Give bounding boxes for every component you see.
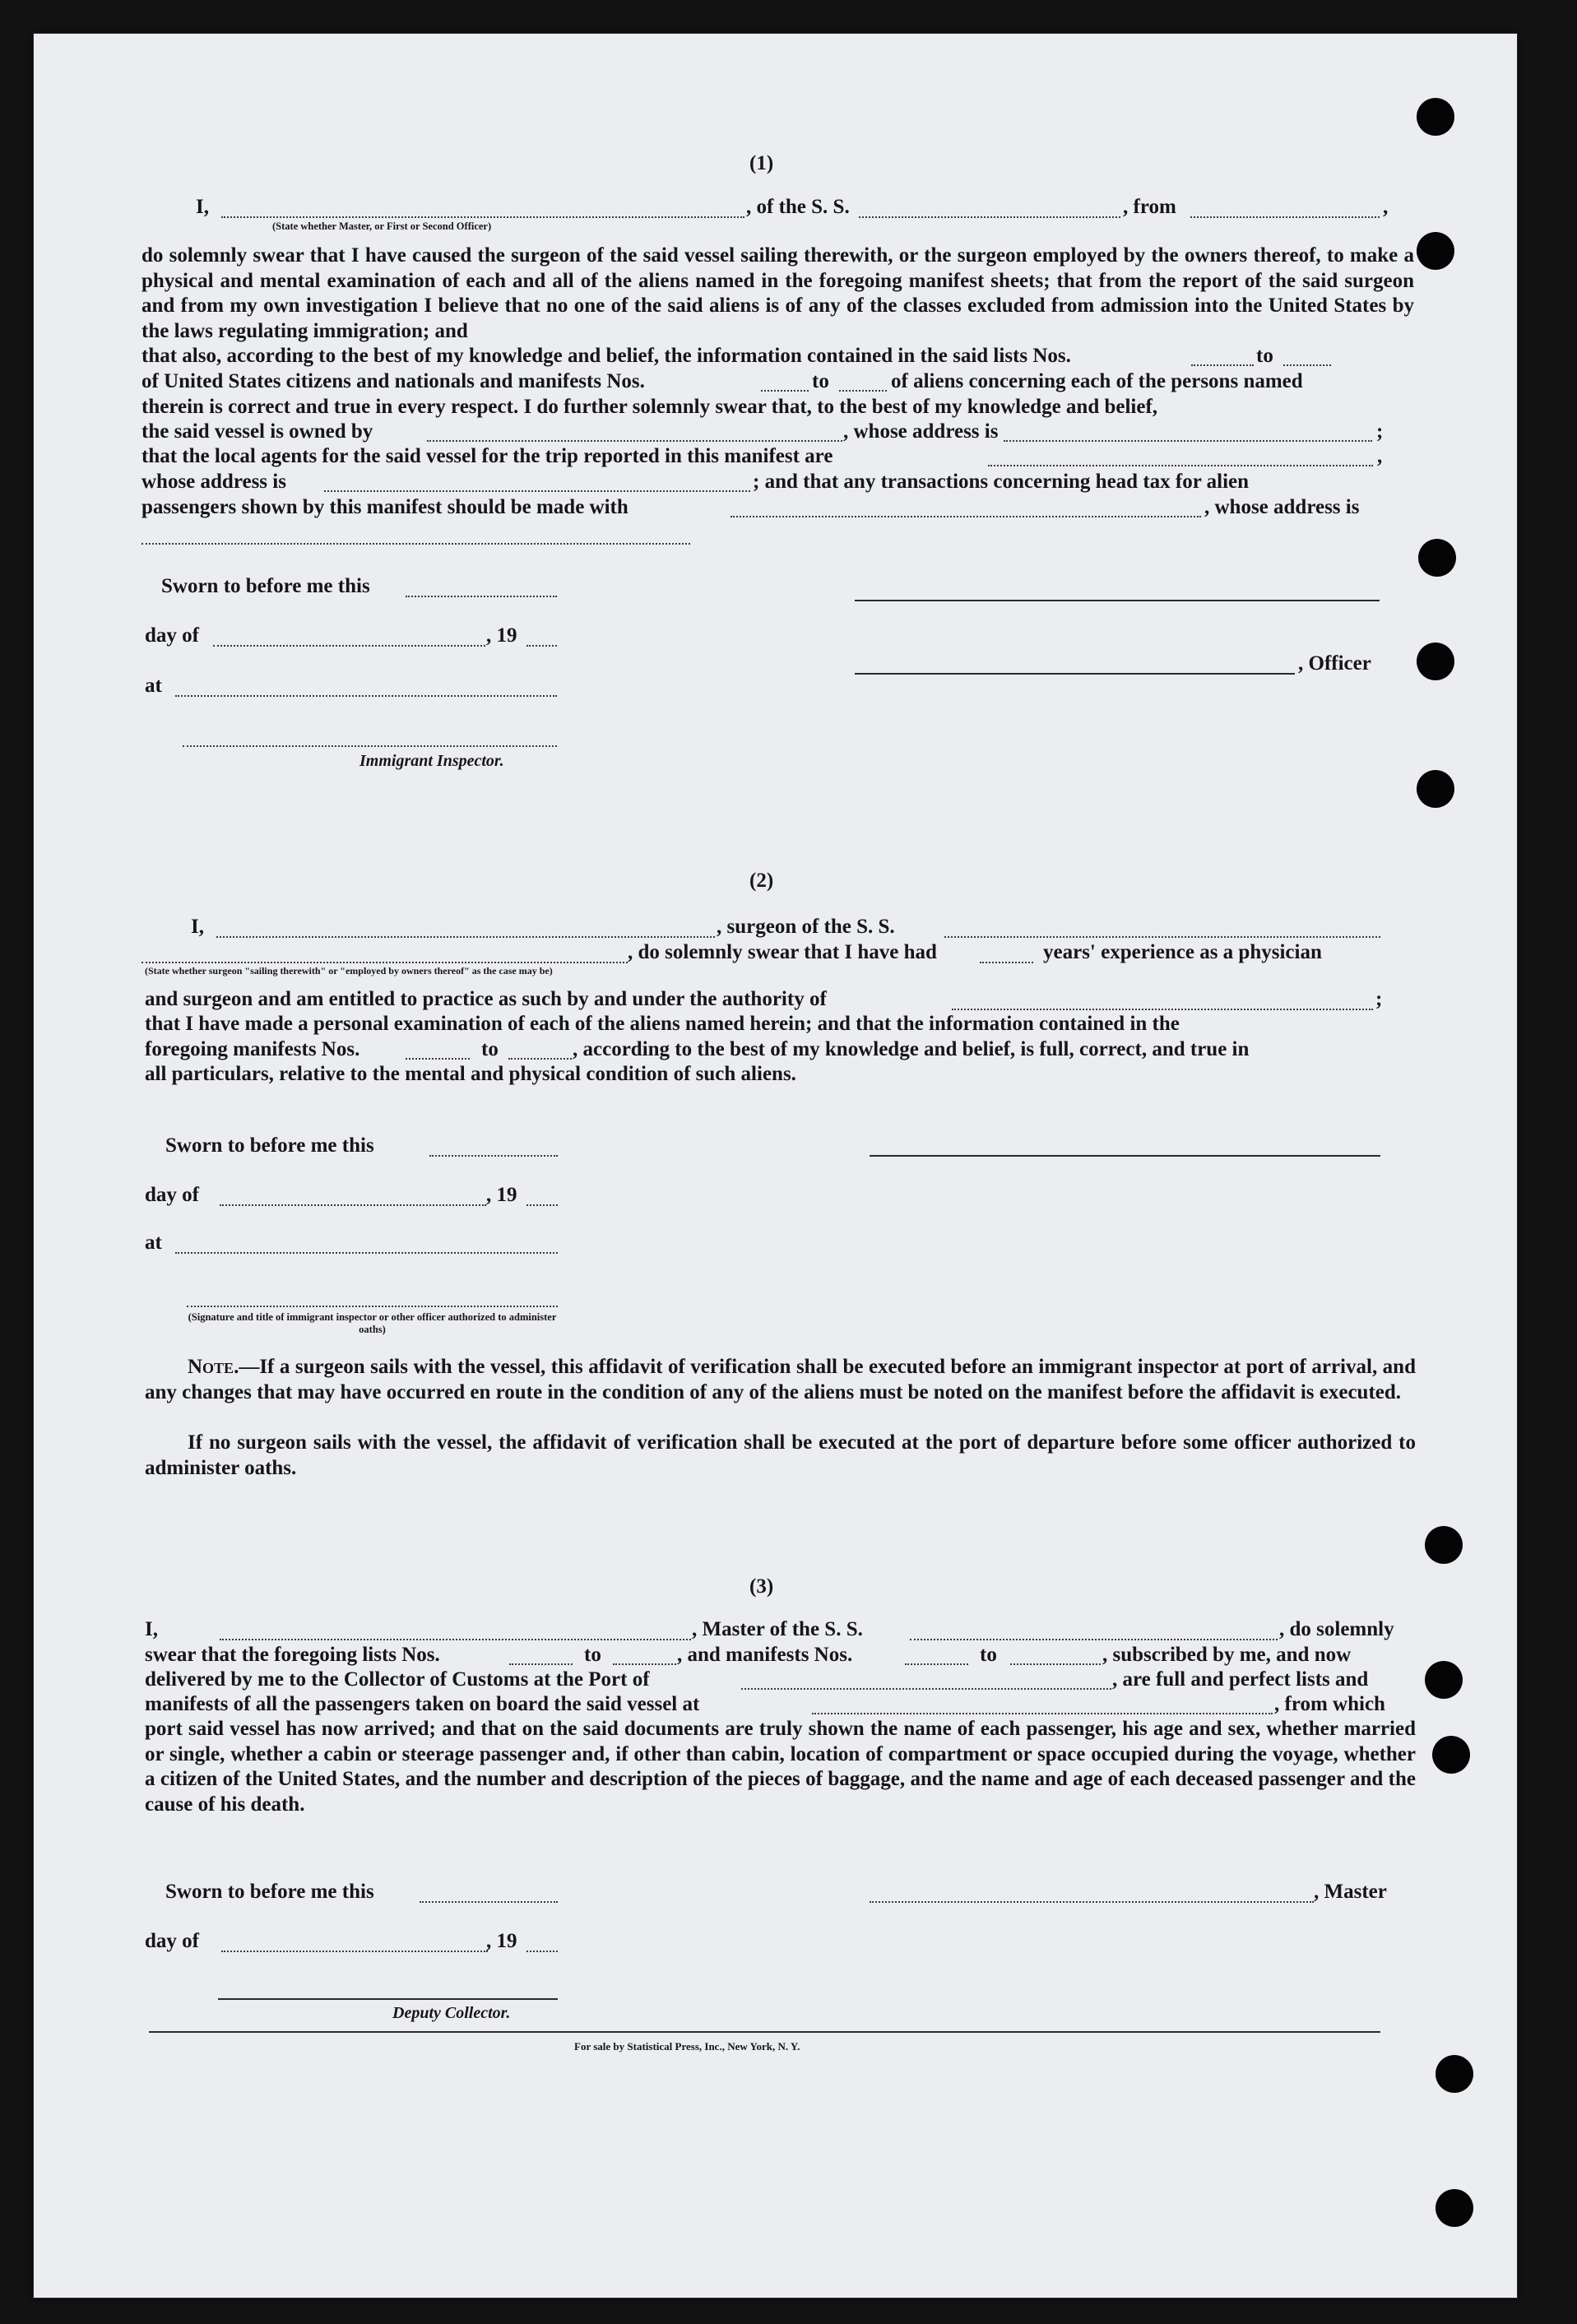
manifest-affidavit-page (33, 33, 1518, 2298)
s1-officer-label: , Officer (1298, 652, 1371, 675)
s2-manifests-to-field[interactable] (508, 1058, 572, 1060)
s2-surgeon-name-field[interactable] (216, 936, 715, 938)
s2-sworn-field[interactable] (429, 1155, 558, 1157)
s3-collector-signature-line[interactable] (218, 1998, 558, 2000)
s3-year-field[interactable] (526, 1951, 558, 1952)
s3-from-which-text: , from which (1274, 1693, 1385, 1715)
s1-inspector-signature-line[interactable] (183, 745, 557, 747)
s2-swear-label: , do solemnly swear that I have had (628, 941, 937, 963)
s2-inspector-signature-line[interactable] (187, 1306, 558, 1307)
s1-year-field[interactable] (526, 645, 557, 647)
s1-day-of-label: day of (145, 624, 199, 647)
s3-body-paragraph: port said vessel has now arrived; and that on the said documents are truly shown the name of each passenger, his age and sex, whether married or single, whether a cabin or steerage passenger and, if other than cabin, location of compartment or space occupied during the voyage, whether a citizen of the United States, and the number and description of the pieces of baggage, and the name and age of each deceased passenger and the cause of his death. (145, 1718, 1416, 1816)
s1-vessel-name-field[interactable] (859, 216, 1120, 218)
s2-surgeon-caption: (State whether surgeon "sailing therewith" or "employed by owners thereof" as the case may be) (145, 965, 553, 976)
s1-lists-to-field[interactable] (1283, 364, 1331, 366)
punch-hole (1436, 2189, 1473, 2227)
s3-day-of-label: day of (145, 1930, 199, 1952)
s3-vessel-field[interactable] (910, 1639, 1278, 1640)
s2-day-field[interactable] (220, 1204, 486, 1206)
s1-oath-paragraph: do solemnly swear that I have caused the surgeon of the said vessel sailing therewith, or the surgeon employed by the owners thereof, to make a physical and mental examination of each and all of the aliens named in the foregoing manifest sheets; that from the report of the said surgeon and from my own investigation I believe that no one of the said aliens is of any of the classes excluded from admission into the United States by the laws regulating immigration; and (141, 244, 1414, 342)
punch-hole (1417, 642, 1454, 680)
s2-vessel-field[interactable] (944, 936, 1380, 938)
s1-i-label: I, (196, 196, 209, 218)
s1-inspector-label: Immigrant Inspector. (359, 752, 504, 770)
s2-year-field[interactable] (526, 1204, 558, 1206)
s3-subscribed-text: , subscribed by me, and now (1102, 1644, 1352, 1666)
s3-boarding-port-field[interactable] (812, 1713, 1273, 1714)
punch-hole (1425, 1526, 1463, 1564)
s2-examination-text: that I have made a personal examination of each of the aliens named herein; and that the information contained in the (145, 1013, 1180, 1035)
s1-sworn-label: Sworn to before me this (161, 575, 370, 597)
s1-aliens-text: of aliens concerning each of the persons named (891, 370, 1303, 392)
s1-owned-by-text: the said vessel is owned by (141, 420, 373, 443)
s2-authority-field[interactable] (952, 1009, 1373, 1010)
s1-lists-from-field[interactable] (1191, 364, 1254, 366)
s3-year-label: , 19 (486, 1930, 517, 1952)
s2-signature-caption: (Signature and title of immigrant inspector or other officer authorized to administer oaths) (188, 1311, 557, 1335)
punch-hole (1436, 2055, 1473, 2093)
s3-solemnly-label: , do solemnly (1279, 1618, 1394, 1640)
s3-sworn-label: Sworn to before me this (165, 1881, 374, 1903)
s3-perfect-lists-text: , are full and perfect lists and (1112, 1668, 1369, 1691)
s2-surgeon-ss-label: , surgeon of the S. S. (717, 916, 895, 938)
s1-owner-field[interactable] (427, 440, 842, 442)
s1-officer-caption: (State whether Master, or First or Second Officer) (272, 220, 492, 232)
s2-authority-text: and surgeon and am entitled to practice as such by and under the authority of (145, 988, 827, 1010)
s1-line1-comma: , (1383, 196, 1389, 218)
s2-sworn-label: Sworn to before me this (165, 1134, 374, 1157)
s3-manifests-to: to (980, 1644, 997, 1666)
s1-headtax-address-label: , whose address is (1204, 496, 1360, 518)
s2-manifests-to: to (481, 1038, 499, 1060)
section-2-heading: (2) (749, 870, 774, 892)
s2-note-text: —If a surgeon sails with the vessel, this affidavit of verification shall be executed before an immigrant inspector at port of arrival, and any changes that may have occurred en route in the condition of any of the aliens must be noted on the manifest before the affidavit is executed. (145, 1356, 1416, 1403)
s2-manifests-text: foregoing manifests Nos. (145, 1038, 360, 1060)
s3-lists-to-field[interactable] (613, 1663, 676, 1665)
s1-officer-signature-line[interactable] (855, 673, 1295, 675)
s3-collector-text: delivered by me to the Collector of Customs at the Port of (145, 1668, 650, 1691)
s1-agents-text: that the local agents for the said vessel for the trip reported in this manifest are (141, 445, 833, 467)
s1-headtax-party-field[interactable] (731, 516, 1201, 517)
s1-from-label: , from (1123, 196, 1176, 218)
s1-day-field[interactable] (213, 645, 485, 647)
s2-particulars-text: all particulars, relative to the mental and physical condition of such aliens. (145, 1063, 796, 1085)
s3-manifests-from-field[interactable] (905, 1663, 968, 1665)
s1-agents-field[interactable] (988, 465, 1373, 466)
s3-collector-label: Deputy Collector. (392, 2004, 511, 2022)
s2-at-field[interactable] (175, 1252, 558, 1254)
s2-note-second-paragraph: If no surgeon sails with the vessel, the affidavit of verification shall be executed at the port of departure before some officer authorized to administer oaths. (145, 1431, 1416, 1479)
s1-officer-name-field[interactable] (221, 216, 744, 218)
s3-master-signature-line[interactable] (870, 1901, 1314, 1903)
s2-note-paragraph (145, 1355, 1416, 1405)
footer-rule (149, 2031, 1380, 2033)
s3-lists-to: to (584, 1644, 601, 1666)
s1-manifests-from-field[interactable] (761, 390, 809, 392)
s2-years-field[interactable] (980, 962, 1033, 963)
s1-passengers-text: passengers shown by this manifest should be made with (141, 496, 628, 518)
section-1-heading: (1) (749, 152, 774, 174)
s1-semicolon: ; (1376, 420, 1384, 443)
s2-day-of-label: day of (145, 1184, 199, 1206)
s1-signature-line[interactable] (855, 600, 1380, 601)
punch-hole (1418, 539, 1456, 577)
s3-master-name-field[interactable] (220, 1639, 691, 1640)
s3-master-label: , Master (1314, 1881, 1387, 1903)
punch-hole (1417, 770, 1454, 808)
s2-manifests-from-field[interactable] (406, 1058, 470, 1060)
s3-lists-text: swear that the foregoing lists Nos. (145, 1644, 440, 1666)
s2-at-label: at (145, 1232, 162, 1254)
s1-manifests-text: of United States citizens and nationals and manifests Nos. (141, 370, 645, 392)
s2-i-label: I, (191, 916, 204, 938)
s3-passengers-text: manifests of all the passengers taken on board the said vessel at (145, 1693, 700, 1715)
s1-agents-address-label: whose address is (141, 471, 286, 493)
s1-lists-text: that also, according to the best of my knowledge and belief, the information contained in the said lists Nos. (141, 345, 1071, 367)
s2-surgeon-type-field[interactable] (141, 962, 628, 963)
s1-agents-address-field[interactable] (324, 490, 750, 492)
s2-years-label: years' experience as a physician (1043, 941, 1322, 963)
s3-manifests-to-field[interactable] (1010, 1663, 1101, 1665)
s1-correct-text: therein is correct and true in every respect. I do further solemnly swear that, to the best of my knowledge and belief, (141, 396, 1158, 418)
s3-port-field[interactable] (741, 1688, 1111, 1690)
section-3-heading: (3) (749, 1575, 774, 1598)
s1-agents-comma: , (1377, 445, 1383, 467)
s3-manifests-label: , and manifests Nos. (677, 1644, 853, 1666)
punch-hole (1425, 1661, 1463, 1699)
punch-hole (1417, 98, 1454, 136)
s1-owner-address-label: , whose address is (843, 420, 999, 443)
s1-from-port-field[interactable] (1190, 216, 1380, 218)
s2-signature-line[interactable] (870, 1155, 1380, 1157)
s3-day-field[interactable] (221, 1951, 488, 1952)
s3-lists-from-field[interactable] (509, 1663, 573, 1665)
s1-at-label: at (145, 675, 162, 697)
s1-sworn-field[interactable] (406, 596, 557, 597)
s3-sworn-field[interactable] (420, 1901, 558, 1903)
s2-note-label: Note. (188, 1356, 239, 1378)
s1-lists-to: to (1256, 345, 1273, 367)
s1-headtax-text: ; and that any transactions concerning head tax for alien (753, 471, 1250, 493)
s1-at-field[interactable] (175, 695, 557, 697)
punch-hole (1417, 232, 1454, 270)
s1-headtax-address-field[interactable] (141, 543, 690, 545)
s1-manifests-to-field[interactable] (839, 390, 887, 392)
s2-belief-text: , according to the best of my knowledge and belief, is full, correct, and true in (573, 1038, 1250, 1060)
s1-year-label: , 19 (486, 624, 517, 647)
s2-authority-semicolon: ; (1375, 988, 1383, 1010)
s1-owner-address-field[interactable] (1004, 440, 1372, 442)
punch-hole (1432, 1736, 1470, 1774)
printer-imprint: For sale by Statistical Press, Inc., New York, N. Y. (574, 2040, 800, 2053)
s2-year-label: , 19 (486, 1184, 517, 1206)
s3-i-label: I, (145, 1618, 158, 1640)
s3-master-ss-label: , Master of the S. S. (692, 1618, 863, 1640)
s1-manifests-to: to (812, 370, 829, 392)
s1-of-the-ss-label: , of the S. S. (746, 196, 850, 218)
